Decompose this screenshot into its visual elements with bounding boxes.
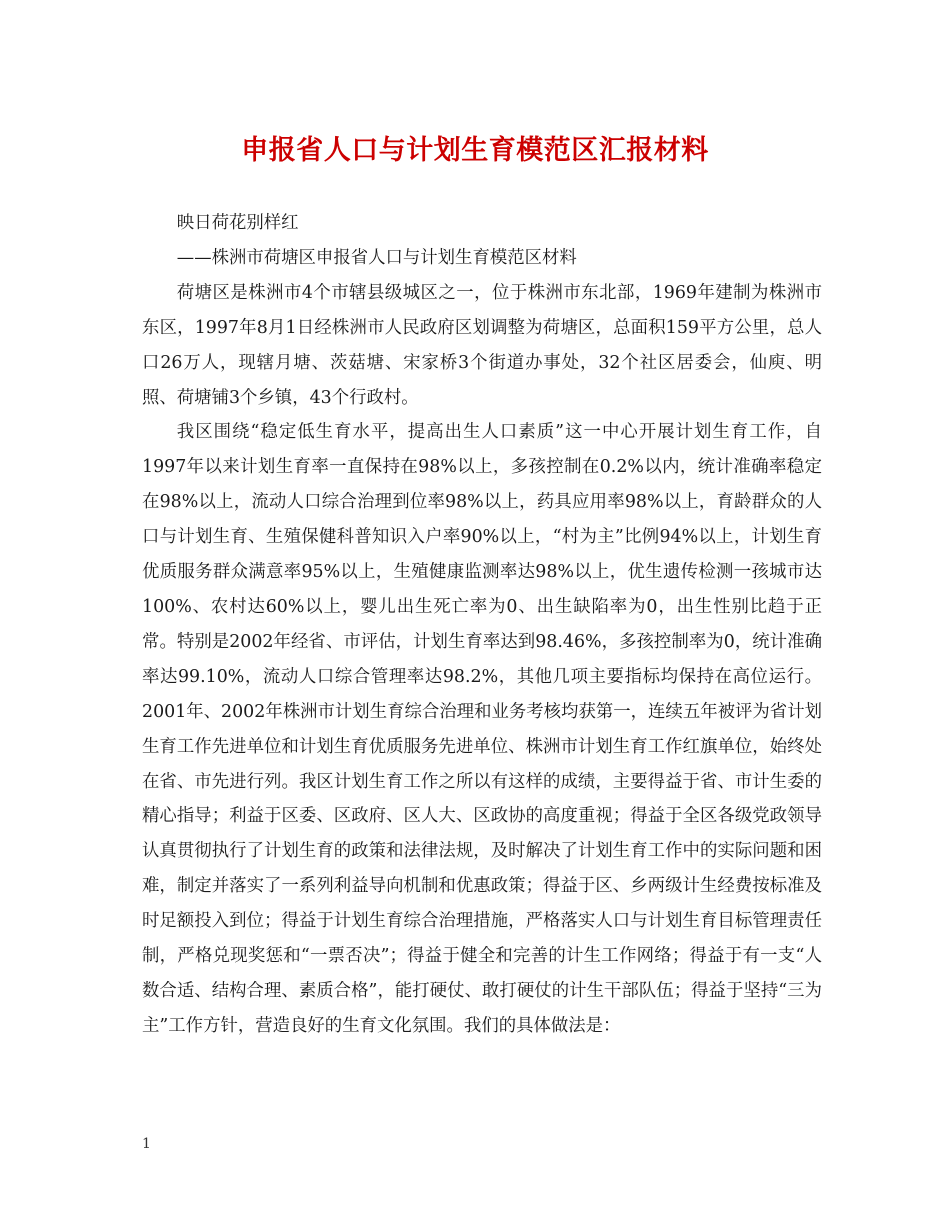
document-title: 申报省人口与计划生育模范区汇报材料 [241,135,709,166]
document-subtitle: 映日荷花别样红 [176,213,299,233]
paragraph-intro: 荷塘区是株洲市4个市辖县级城区之一，位于株洲市东北部，1969年建制为株洲市东区，1997年8月1日经株洲市人民政府区划调整为荷塘区，总面积159平方公里，总人口26万人，现辖月塘、茨菇塘、宋家桥3个街道办事处，32个社区居委会，仙庾、明照、荷塘铺3个乡镇，43个行政村。 [142,282,822,408]
page-number: 1 [142,1136,151,1152]
document-body [142,206,822,1044]
document-byline: ——株洲市荷塘区申报省人口与计划生育模范区材料 [176,247,577,268]
paragraph-achievements: 我区围绕“稳定低生育水平，提高出生人口素质”这一中心开展计划生育工作，自1997年以来计划生育率一直保持在98%以上，多孩控制在0.2%以内，统计准确率稳定在98%以上，流动人口综合治理到位率98%以上，药具应用率98%以上，育龄群众的人口与计划生育、生殖保健科普知识入户率90%以上，“村为主”比例94%以上，计划生育优质服务群众满意率95%以上，生殖健康监测率达98%以上，优生遗传检测一孩城市达100%、农村达60%以上，婴儿出生死亡率为0、出生缺陷率为0，出生性别比趋于正常。特别是2002年经省、市评估，计划生育率达到98.46%，多孩控制率为0，统计准确率达99.10%，流动人口综合管理率达98.2%，其他几项主要指标均保持在高位运行。2001年、2002年株洲市计划生育综合治理和业务考核均获第一，连续五年被评为省计划生育工作先进单位和计划生育优质服务先进单位、株洲市计划生育工作红旗单位，始终处在省、市先进行列。我区计划生育工作之所以有这样的成绩，主要得益于省、市计生委的精心指导；利益于区委、区政府、区人大、区政协的高度重视；得益于全区各级党政领导认真贯彻执行了计划生育的政策和法律法规，及时解决了计划生育工作中的实际问题和困难，制定并落实了一系列利益导向机制和优惠政策；得益于区、乡两级计生经费按标准及时足额投入到位；得益于计划生育综合治理措施，严格落实人口与计划生育目标管理责任制，严格兑现奖惩和“一票否决”；得益于健全和完善的计生工作网络；得益于有一支“人数合适、结构合理、素质合格”，能打硬仗、敢打硬仗的计生干部队伍；得益于坚持“三为主”工作方针，营造良好的生育文化氛围。我们的具体做法是： [142,422,822,1036]
